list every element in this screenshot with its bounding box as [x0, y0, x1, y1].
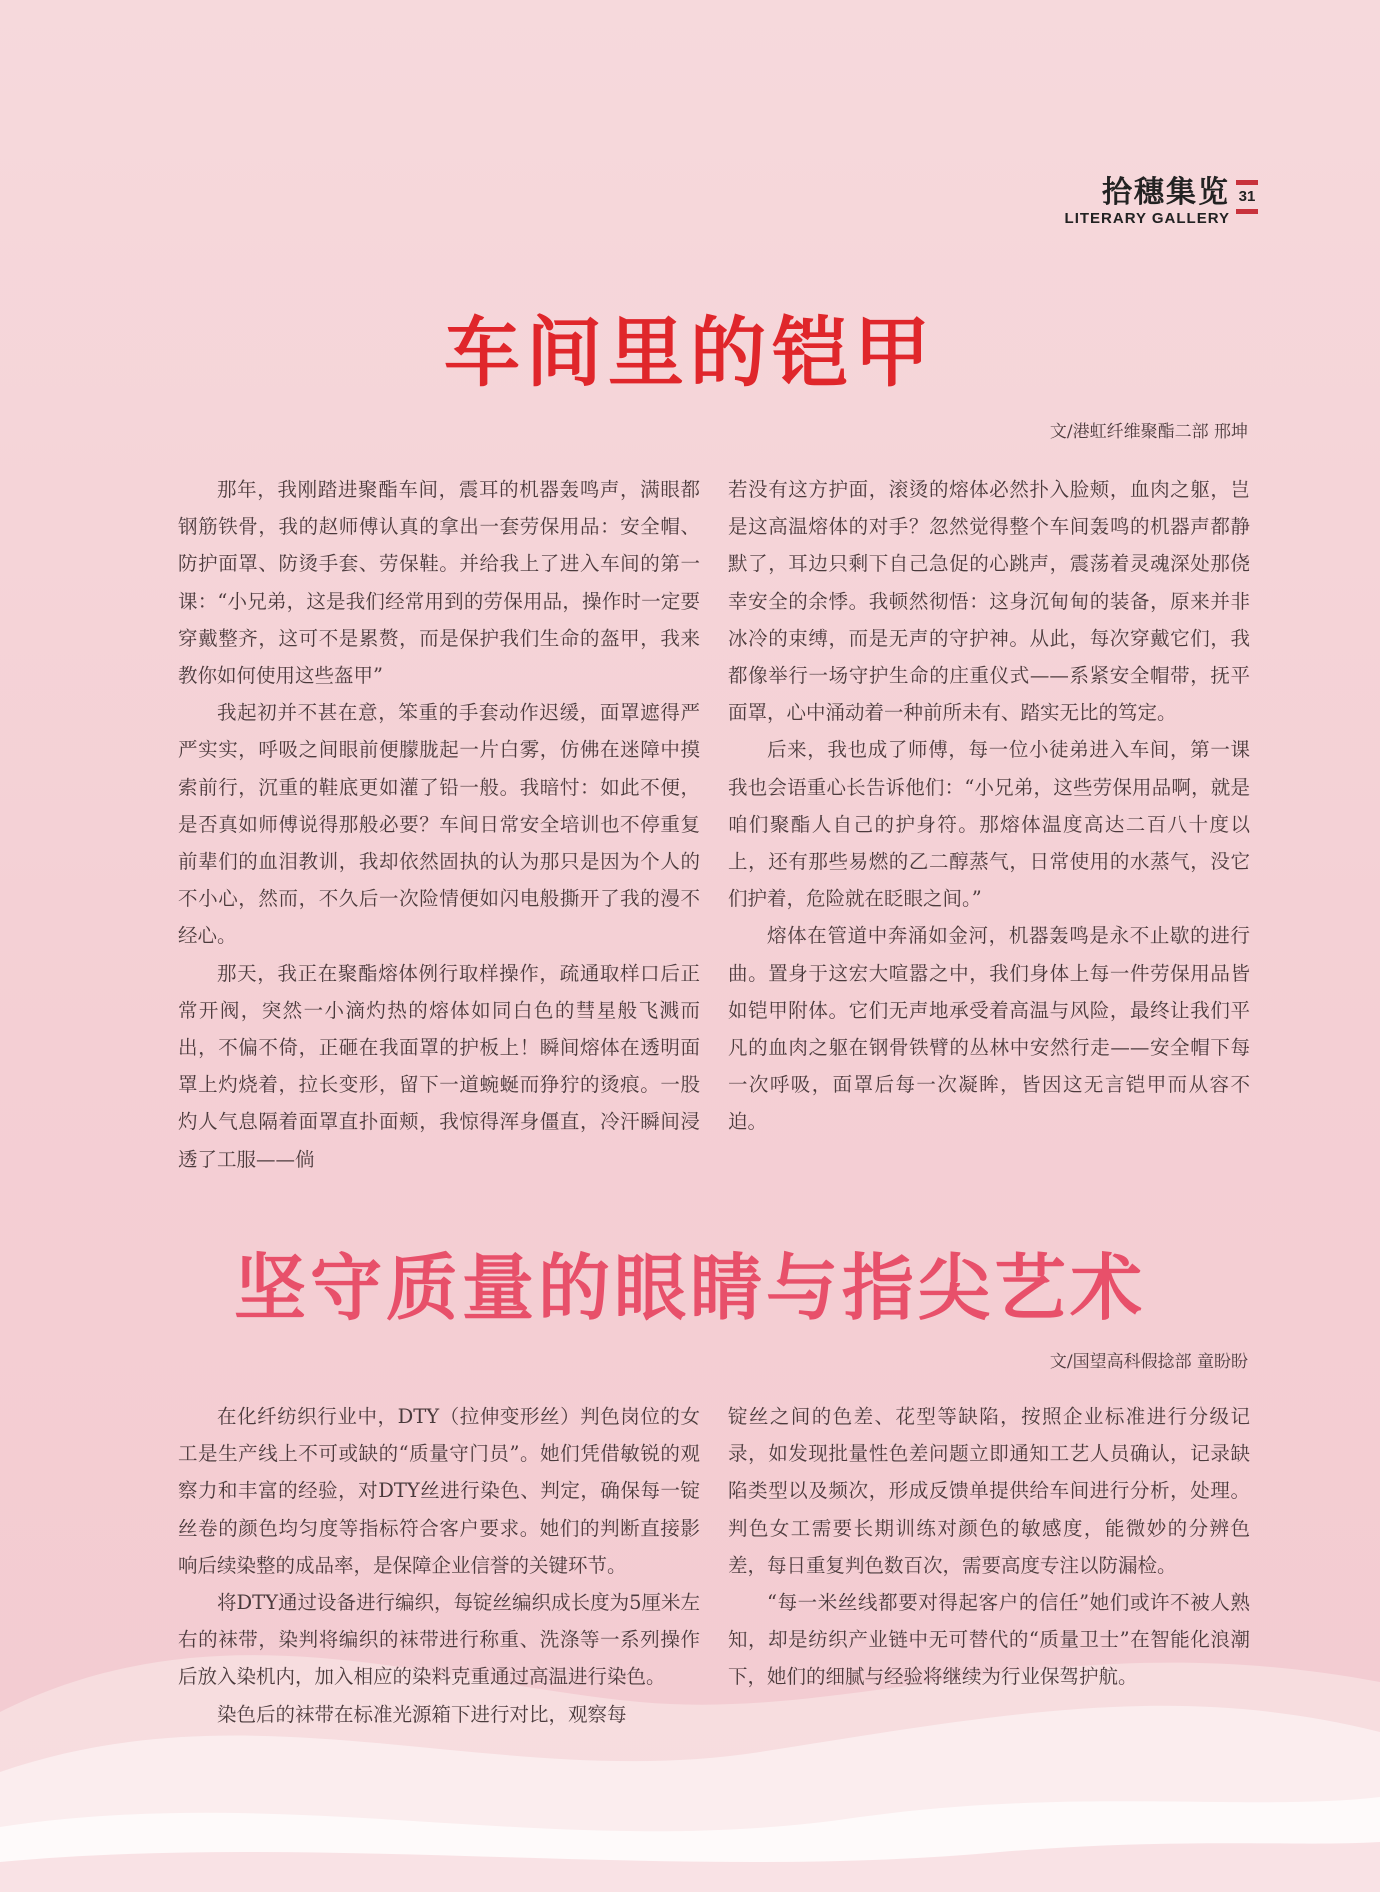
article-2-columns: [178, 1398, 1250, 1733]
page-number: 31: [1238, 188, 1256, 205]
article-1-paragraph: 那天，我正在聚酯熔体例行取样操作，疏通取样口后正常开阀，突然一小滴灼热的熔体如同白色的彗星般飞溅而出，不偏不倚，正砸在我面罩的护板上！瞬间熔体在透明面罩上灼烧着，拉长变形，留下一道蜿蜒而狰狞的烫痕。一股灼人气息隔着面罩直扑面颊，我惊得浑身僵直，冷汗瞬间浸透了工服——倘: [178, 961, 700, 1171]
page-number-bar-bottom: [1236, 209, 1258, 214]
article-1-paragraph: 若没有这方护面，滚烫的熔体必然扑入脸颊，血肉之躯，岂是这高温熔体的对手？忽然觉得整个车间轰鸣的机器声都静默了，耳边只剩下自己急促的心跳声，震荡着灵魂深处那侥幸安全的余悸。我顿然彻悟：这身沉甸甸的装备，原来并非冰冷的束缚，而是无声的守护神。从此，每次穿戴它们，我都像举行一场守护生命的庄重仪式——系紧安全帽带，抚平面罩，心中涌动着一种前所未有、踏实无比的笃定。: [728, 478, 1250, 725]
article-1-left-column: [178, 471, 700, 1178]
article-2-paragraph: 染色后的袜带在标准光源箱下进行对比，观察每: [217, 1702, 627, 1726]
article-2-byline: 文/国望高科假捻部 童盼盼: [1049, 1352, 1248, 1372]
article-2-title: 坚守质量的眼睛与指尖艺术: [233, 1246, 1146, 1330]
article-2: [0, 1242, 1380, 1334]
article-1-columns: [178, 471, 1250, 1178]
article-2-paragraph: “每一米丝线都要对得起客户的信任”她们或许不被人熟知，却是纺织产业链中无可替代的“质量卫士”在智能化浪潮下，她们的细腻与经验将继续为行业保驾护航。: [728, 1591, 1250, 1689]
masthead-title-cn: 拾穗集览: [1102, 175, 1230, 210]
article-1-byline: 文/港虹纤维聚酯二部 邢坤: [1049, 422, 1248, 442]
article-1: [0, 305, 1380, 401]
article-1-paragraph: 熔体在管道中奔涌如金河，机器轰鸣是永不止歇的进行曲。置身于这宏大喧嚣之中，我们身体上每一件劳保用品皆如铠甲附体。它们无声地承受着高温与风险，最终让我们平凡的血肉之躯在钢骨铁臂的丛林中安然行走——安全帽下每一次呼吸，面罩后每一次凝眸，皆因这无言铠甲而从容不迫。: [728, 924, 1250, 1134]
article-2-paragraph: 将DTY通过设备进行编织，每锭丝编织成长度为5厘米左右的袜带，染判将编织的袜带进行称重、洗涤等一系列操作后放入染机内，加入相应的染料克重通过高温进行染色。: [178, 1591, 700, 1689]
masthead: [1065, 176, 1230, 228]
page-number-block: [1236, 178, 1258, 216]
article-2-paragraph: 在化纤纺织行业中，DTY（拉伸变形丝）判色岗位的女工是生产线上不可或缺的“质量守门员”。她们凭借敏锐的观察力和丰富的经验，对DTY丝进行染色、判定，确保每一锭丝卷的颜色均匀度等指标符合客户要求。她们的判断直接影响后续染整的成品率，是保障企业信誉的关键环节。: [178, 1405, 700, 1577]
article-1-right-column: [728, 471, 1250, 1178]
masthead-title-en: LITERARY GALLERY: [1064, 210, 1230, 227]
article-2-left-column: [178, 1398, 700, 1733]
article-2-right-column: [728, 1398, 1250, 1733]
page-number-bar-top: [1236, 180, 1258, 185]
article-2-paragraph: 锭丝之间的色差、花型等缺陷，按照企业标准进行分级记录，如发现批量性色差问题立即通知工艺人员确认，记录缺陷类型以及频次，形成反馈单提供给车间进行分析，处理。判色女工需要长期训练对颜色的敏感度，能微妙的分辨色差，每日重复判色数百次，需要高度专注以防漏检。: [728, 1405, 1250, 1577]
article-1-title: 车间里的铠甲: [444, 308, 936, 397]
article-1-paragraph: 那年，我刚踏进聚酯车间，震耳的机器轰鸣声，满眼都钢筋铁骨，我的赵师傅认真的拿出一套劳保用品：安全帽、防护面罩、防烫手套、劳保鞋。并给我上了进入车间的第一课：“小兄弟，这是我们经常用到的劳保用品，操作时一定要穿戴整齐，这可不是累赘，而是保护我们生命的盔甲，我来教你如何使用这些盔甲”: [178, 478, 700, 688]
article-1-paragraph: 后来，我也成了师傅，每一位小徒弟进入车间，第一课我也会语重心长告诉他们：“小兄弟，这些劳保用品啊，就是咱们聚酯人自己的护身符。那熔体温度高达二百八十度以上，还有那些易燃的乙二醇蒸气，日常使用的水蒸气，没它们护着，危险就在眨眼之间。”: [728, 738, 1250, 911]
article-1-paragraph: 我起初并不甚在意，笨重的手套动作迟缓，面罩遮得严严实实，呼吸之间眼前便朦胧起一片白雾，仿佛在迷障中摸索前行，沉重的鞋底更如灌了铅一般。我暗忖：如此不便，是否真如师傅说得那般必要？车间日常安全培训也不停重复前辈们的血泪教训，我却依然固执的认为那只是因为个人的不小心，然而，不久后一次险情便如闪电般撕开了我的漫不经心。: [178, 701, 700, 948]
